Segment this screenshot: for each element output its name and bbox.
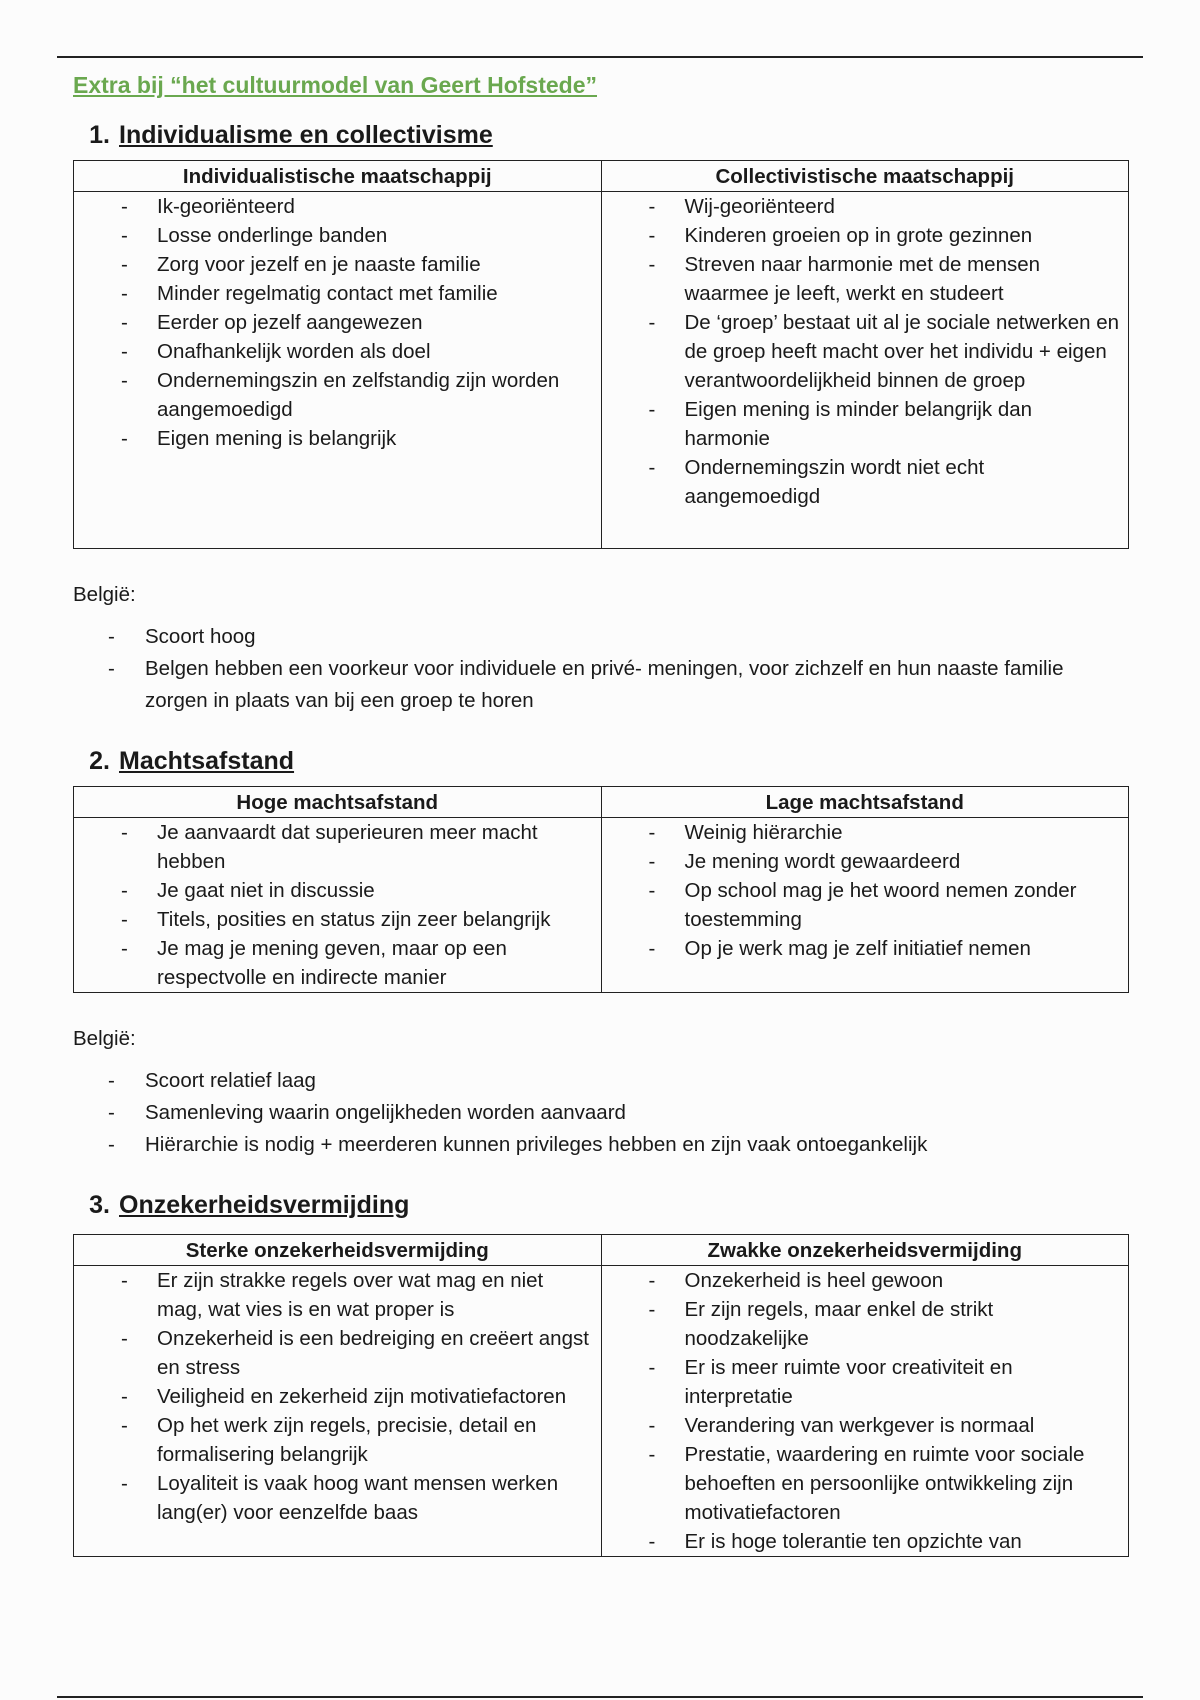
table-header-left: Sterke onzekerheidsvermijding [74, 1235, 602, 1266]
list-item: - Losse onderlinge banden [74, 221, 601, 250]
table-header-right: Lage machtsafstand [601, 787, 1129, 818]
table-cell-right [601, 818, 1129, 993]
list-item: - Je aanvaardt dat superieuren meer macht hebben [74, 818, 601, 876]
list-item: - Loyaliteit is vaak hoog want mensen werken lang(er) voor eenzelfde baas [74, 1469, 601, 1527]
comparison-table [73, 160, 1129, 549]
list-item: - Veiligheid en zekerheid zijn motivatiefactoren [74, 1382, 601, 1411]
list-item: - Op het werk zijn regels, precisie, detail en formalisering belangrijk [74, 1411, 601, 1469]
table-cell-right [601, 1266, 1129, 1557]
list-item: - Belgen hebben een voorkeur voor individuele en privé- meningen, voor zichzelf en hun naaste familie zorgen in plaats van bij een groep te horen [73, 653, 1131, 717]
list-item: - Er is meer ruimte voor creativiteit en interpretatie [602, 1353, 1129, 1411]
list-item: - Scoort relatief laag [73, 1065, 1131, 1097]
section-title: Individualisme en collectivisme [119, 121, 493, 149]
table-header-left: Hoge machtsafstand [74, 787, 602, 818]
list-item: - Er is hoge tolerantie ten opzichte van [602, 1527, 1129, 1556]
country-summary [73, 1065, 1131, 1161]
list-item: - Eerder op jezelf aangewezen [74, 308, 601, 337]
list-item: - Eigen mening is belangrijk [74, 424, 601, 453]
table-cell-left [74, 1266, 602, 1557]
table-header-right: Zwakke onzekerheidsvermijding [601, 1235, 1129, 1266]
section-power-distance [73, 747, 1131, 1161]
list-item: - Onafhankelijk worden als doel [74, 337, 601, 366]
section-number: 1. [89, 121, 110, 149]
list-item: - Je gaat niet in discussie [74, 876, 601, 905]
table-header-right: Collectivistische maatschappij [601, 161, 1129, 192]
section-uncertainty-avoidance [73, 1191, 1131, 1557]
list-item: - Weinig hiërarchie [602, 818, 1129, 847]
list-item: - Er zijn regels, maar enkel de strikt noodzakelijke [602, 1295, 1129, 1353]
document-title: Extra bij “het cultuurmodel van Geert Hofstede” [73, 72, 597, 98]
list-item: - Titels, posities en status zijn zeer belangrijk [74, 905, 601, 934]
list-item: - Ik-georiënteerd [74, 192, 601, 221]
section-heading [73, 747, 1131, 776]
list-item: - Prestatie, waardering en ruimte voor sociale behoeften en persoonlijke ontwikkeling zijn motivatiefactoren [602, 1440, 1129, 1527]
table-cell-left [74, 192, 602, 549]
country-summary [73, 621, 1131, 717]
list-item: - Wij-georiënteerd [602, 192, 1129, 221]
list-item: - Ondernemingszin wordt niet echt aangemoedigd [602, 453, 1129, 511]
country-label: België: [73, 1027, 136, 1050]
section-number: 3. [89, 1191, 110, 1219]
footer-rule [57, 1696, 1143, 1698]
section-individualism [73, 121, 1131, 717]
list-item: - Onzekerheid is een bedreiging en creëert angst en stress [74, 1324, 601, 1382]
list-item: - Verandering van werkgever is normaal [602, 1411, 1129, 1440]
list-item: - De ‘groep’ bestaat uit al je sociale netwerken en de groep heeft macht over het individu + eigen verantwoordelijkheid binnen de groep [602, 308, 1129, 395]
list-item: - Scoort hoog [73, 621, 1131, 653]
list-item: - Je mening wordt gewaardeerd [602, 847, 1129, 876]
list-item: - Op school mag je het woord nemen zonder toestemming [602, 876, 1129, 934]
list-item: - Je mag je mening geven, maar op een respectvolle en indirecte manier [74, 934, 601, 992]
list-item: - Er zijn strakke regels over wat mag en niet mag, wat vies is en wat proper is [74, 1266, 601, 1324]
list-item: - Samenleving waarin ongelijkheden worden aanvaard [73, 1097, 1131, 1129]
list-item: - Eigen mening is minder belangrijk dan harmonie [602, 395, 1129, 453]
section-title: Onzekerheidsvermijding [119, 1191, 410, 1219]
section-title: Machtsafstand [119, 747, 295, 775]
country-label: België: [73, 583, 136, 606]
section-heading [73, 1191, 1131, 1220]
comparison-table [73, 1234, 1129, 1557]
list-item: - Ondernemingszin en zelfstandig zijn worden aangemoedigd [74, 366, 601, 424]
list-item: - Minder regelmatig contact met familie [74, 279, 601, 308]
list-item: - Kinderen groeien op in grote gezinnen [602, 221, 1129, 250]
section-heading [73, 121, 1131, 150]
list-item: - Op je werk mag je zelf initiatief nemen [602, 934, 1129, 963]
list-item: - Zorg voor jezelf en je naaste familie [74, 250, 601, 279]
list-item: - Onzekerheid is heel gewoon [602, 1266, 1129, 1295]
document-page [73, 72, 1131, 1557]
section-number: 2. [89, 747, 110, 775]
table-cell-right [601, 192, 1129, 549]
list-item: - Hiërarchie is nodig + meerderen kunnen privileges hebben en zijn vaak ontoegankelijk [73, 1129, 1131, 1161]
list-item: - Streven naar harmonie met de mensen waarmee je leeft, werkt en studeert [602, 250, 1129, 308]
table-cell-left [74, 818, 602, 993]
table-header-left: Individualistische maatschappij [74, 161, 602, 192]
comparison-table [73, 786, 1129, 993]
header-rule [57, 56, 1143, 58]
